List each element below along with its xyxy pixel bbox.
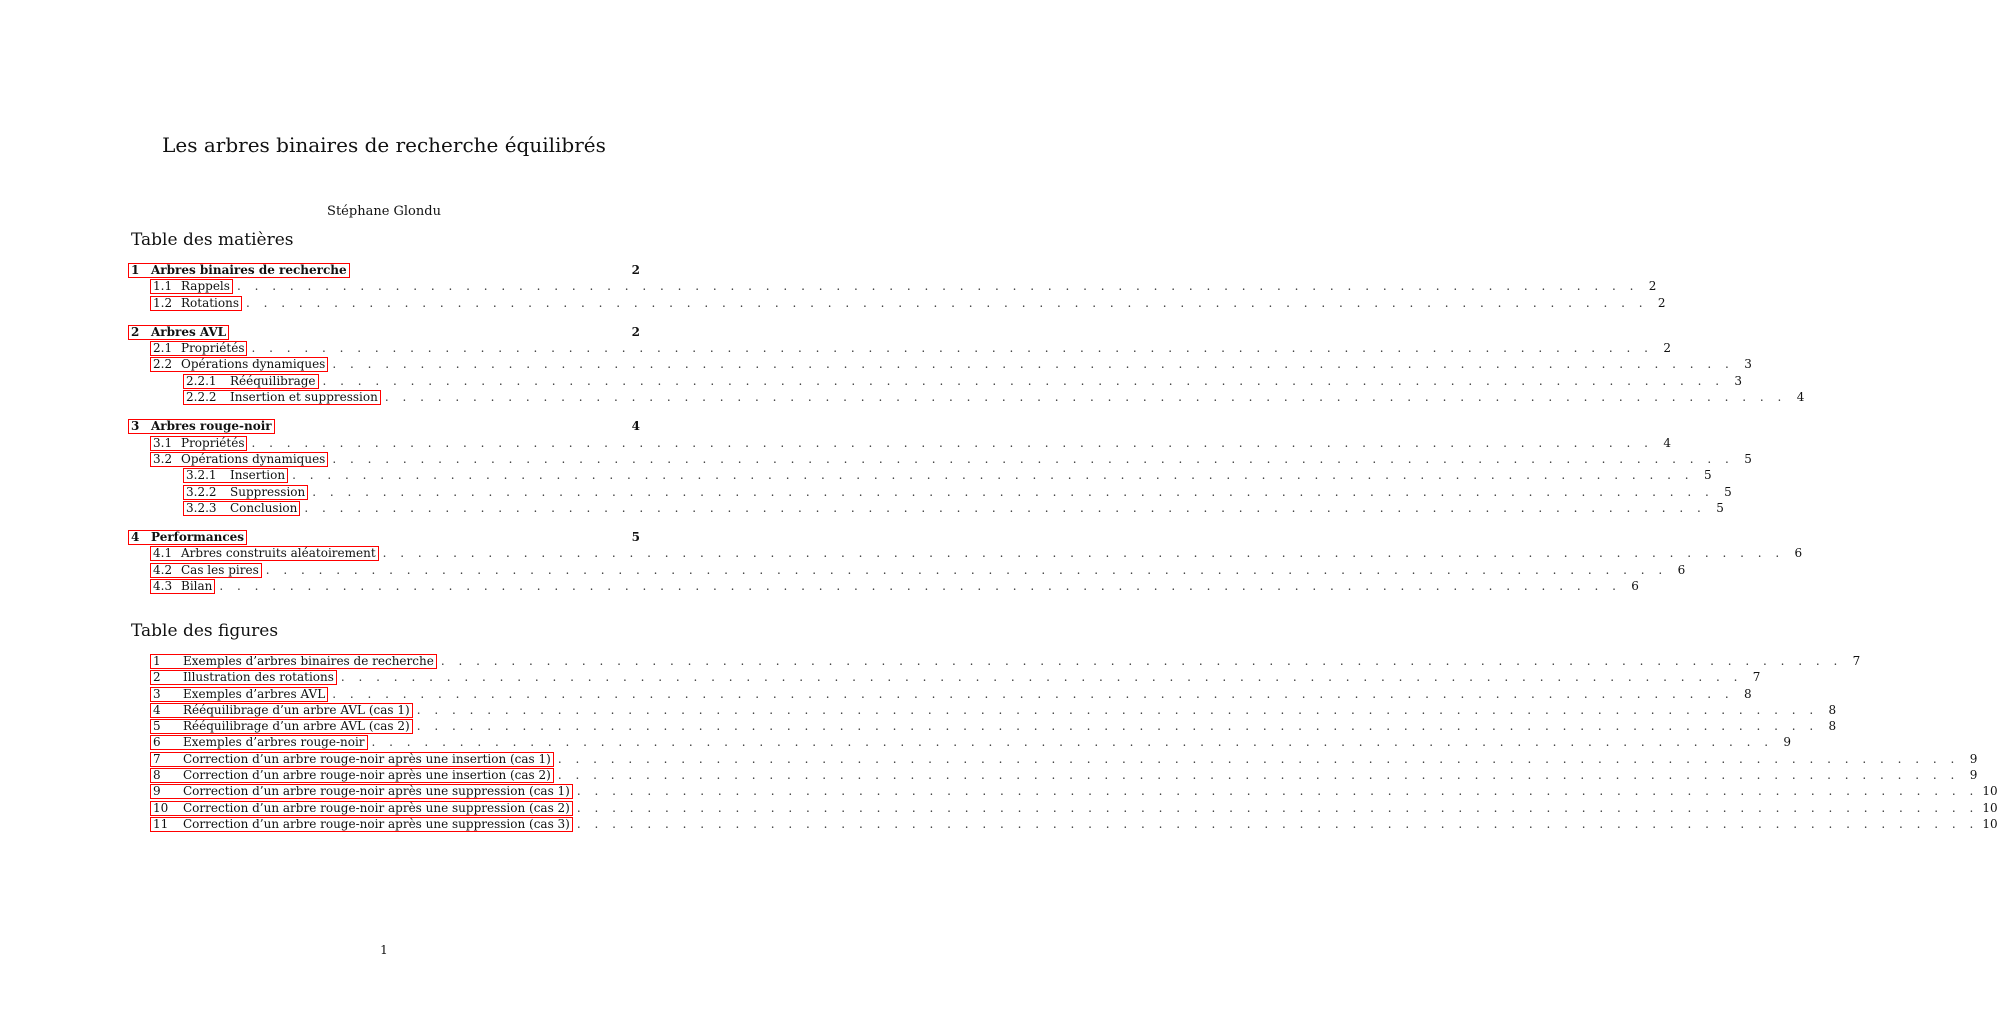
- figure-row: [128, 653, 1861, 669]
- figure-row: [128, 751, 1978, 767]
- page-ref: 6: [1794, 546, 1803, 561]
- entry-label: Bilan: [181, 579, 213, 594]
- entry-label: Insertion: [230, 468, 286, 483]
- dot-leader: . . . . . . . . . . . . . . . . . . . . . . . . . . . . . . . . . . . . . . . . . . . . . . . . . . . . . . . . . . . . . . . . . . . . . . . . . . . . . . . .: [251, 341, 1653, 356]
- dot-leader: . . . . . . . . . . . . . . . . . . . . . . . . . . . . . . . . . . . . . . . . . . . . . . . . . . . . . . . . . . . . . . . . . . . . . . . . . . . . . . . .: [236, 279, 1639, 294]
- toc-subsection-link[interactable]: [150, 296, 242, 311]
- toc-subsection-row: [128, 578, 1639, 594]
- toc-heading: Table des matières: [131, 230, 294, 250]
- toc-subsection-link[interactable]: [150, 341, 247, 356]
- page-ref: 2: [1657, 295, 1666, 310]
- entry-label: Correction d’un arbre rouge-noir après une suppression (cas 2): [183, 800, 570, 815]
- figure-row: [128, 686, 1752, 702]
- list-of-figures: [128, 653, 1998, 832]
- toc-section-row: [128, 324, 640, 340]
- toc-subsection-row: [128, 451, 1752, 467]
- entry-label: Performances: [151, 530, 245, 545]
- entry-number: 4.1: [153, 546, 173, 561]
- figure-row: [128, 816, 1998, 832]
- entry-number: 2.2: [153, 357, 173, 372]
- page-ref: 10: [1982, 816, 1998, 831]
- toc-subsection-link[interactable]: [150, 279, 233, 294]
- entry-number: 2.2.2: [186, 390, 217, 405]
- entry-number: 3.2.1: [186, 468, 217, 483]
- figure-link[interactable]: [150, 654, 437, 669]
- figure-row: [128, 767, 1978, 783]
- entry-number: 2: [131, 324, 140, 339]
- entry-number: 3: [153, 686, 161, 701]
- author-name: Stéphane Glondu: [327, 204, 441, 219]
- dot-leader: . . . . . . . . . . . . . . . . . . . . . . . . . . . . . . . . . . . . . . . . . . . . . . . . . . . . . . . . . . . . . . . . . . . . . . . . . . . . . . . .: [416, 719, 1819, 734]
- page-ref: 6: [1677, 562, 1686, 577]
- dot-leader: . . . . . . . . . . . . . . . . . . . . . . . . . . . . . . . . . . . . . . . . . . . . . . . . . . . . . . . . . . . . . . . . . . . . . . . . . . . . . . . .: [246, 295, 1648, 310]
- figure-link[interactable]: [150, 670, 337, 685]
- dot-leader: . . . . . . . . . . . . . . . . . . . . . . . . . . . . . . . . . . . . . . . . . . . . . . . . . . . . . . . . . . . . . . . . . . . . . . . . . . . . . . . .: [332, 357, 1734, 372]
- figure-row: [128, 718, 1837, 734]
- figures-heading: Table des figures: [131, 621, 279, 641]
- entry-label: Exemples d’arbres rouge-noir: [183, 735, 365, 750]
- page-ref: 5: [1744, 451, 1752, 466]
- toc-subsection-link[interactable]: [150, 357, 328, 372]
- entry-number: 8: [153, 768, 161, 783]
- toc-section-link[interactable]: [128, 325, 229, 340]
- page-ref: 2: [631, 324, 640, 339]
- page-ref: 8: [1744, 686, 1752, 701]
- page-ref: 10: [1982, 784, 1998, 799]
- entry-number: 1.2: [153, 295, 173, 310]
- entry-label: Illustration des rotations: [183, 670, 334, 685]
- entry-number: 1.1: [153, 279, 173, 294]
- entry-number: 11: [153, 816, 169, 831]
- toc-subsection-link[interactable]: [150, 436, 247, 451]
- toc-subsubsection-row: [128, 500, 1724, 516]
- page-ref: 7: [1752, 670, 1761, 685]
- entry-number: 4: [131, 530, 140, 545]
- page-ref: 10: [1982, 800, 1998, 815]
- entry-label: Arbres construits aléatoirement: [181, 546, 376, 561]
- toc-subsection-link[interactable]: [150, 546, 379, 561]
- toc-subsection-row: [128, 295, 1666, 311]
- page-ref: 8: [1828, 702, 1837, 717]
- entry-label: Rappels: [181, 279, 230, 294]
- toc-subsection-row: [128, 545, 1803, 561]
- entry-label: Propriétés: [181, 341, 245, 356]
- entry-label: Correction d’un arbre rouge-noir après une suppression (cas 1): [183, 784, 570, 799]
- dot-leader: . . . . . . . . . . . . . . . . . . . . . . . . . . . . . . . . . . . . . . . . . . . . . . . . . . . . . . . . . . . . . . . . . . . . . . . . . . . . . . . .: [576, 784, 1979, 799]
- dot-leader: . . . . . . . . . . . . . . . . . . . . . . . . . . . . . . . . . . . . . . . . . . . . . . . . . . . . . . . . . . . . . . . . . . . . . . . . . . . . . . . .: [371, 735, 1774, 750]
- page-ref: 9: [1783, 735, 1792, 750]
- dot-leader: . . . . . . . . . . . . . . . . . . . . . . . . . . . . . . . . . . . . . . . . . . . . . . . . . . . . . . . . . . . . . . . . . . . . . . . . . . . . . . . .: [384, 390, 1787, 405]
- page-ref: 3: [1744, 357, 1752, 372]
- entry-number: 2: [153, 670, 161, 685]
- entry-number: 6: [153, 735, 161, 750]
- page-ref: 2: [631, 263, 640, 277]
- figure-link[interactable]: [150, 687, 328, 702]
- dot-leader: . . . . . . . . . . . . . . . . . . . . . . . . . . . . . . . . . . . . . . . . . . . . . . . . . . . . . . . . . . . . . . . . . . . . . . . . . . . . . . . .: [557, 751, 1960, 766]
- toc-subsubsection-row: [128, 389, 1805, 405]
- entry-label: Exemples d’arbres AVL: [183, 686, 326, 701]
- page-ref: 3: [1734, 373, 1743, 388]
- dot-leader: . . . . . . . . . . . . . . . . . . . . . . . . . . . . . . . . . . . . . . . . . . . . . . . . . . . . . . . . . . . . . . . . . . . . . . . . . . . . . . . .: [322, 373, 1725, 388]
- page-number: 1: [380, 943, 388, 957]
- toc-subsubsection-link[interactable]: [183, 468, 288, 483]
- dot-leader: . . . . . . . . . . . . . . . . . . . . . . . . . . . . . . . . . . . . . . . . . . . . . . . . . . . . . . . . . . . . . . . . . . . . . . . . . . . . . . . .: [332, 686, 1734, 701]
- figure-link[interactable]: [150, 817, 573, 832]
- toc-subsection-link[interactable]: [150, 452, 328, 467]
- figure-link[interactable]: [150, 784, 573, 799]
- entry-label: Correction d’un arbre rouge-noir après une suppression (cas 3): [183, 816, 570, 831]
- toc-subsection-row: [128, 356, 1752, 372]
- entry-label: Exemples d’arbres binaires de recherche: [183, 654, 434, 668]
- dot-leader: . . . . . . . . . . . . . . . . . . . . . . . . . . . . . . . . . . . . . . . . . . . . . . . . . . . . . . . . . . . . . . . . . . . . . . . . . . . . . . . .: [292, 468, 1694, 483]
- entry-label: Rotations: [181, 295, 240, 310]
- page-ref: 5: [1703, 468, 1712, 483]
- figure-link[interactable]: [150, 768, 554, 783]
- toc-subsubsection-row: [128, 373, 1743, 389]
- toc-section-row: [128, 262, 640, 278]
- entry-label: Cas les pires: [181, 562, 259, 577]
- toc-subsection-link[interactable]: [150, 579, 215, 594]
- entry-number: 4.2: [153, 562, 173, 577]
- entry-number: 2.2.1: [186, 373, 217, 388]
- page-ref: 5: [1716, 500, 1724, 515]
- page-ref: 5: [631, 530, 640, 545]
- page-ref: 7: [1852, 654, 1861, 668]
- entry-label: Suppression: [230, 484, 306, 499]
- figure-link[interactable]: [150, 752, 554, 767]
- page-ref: 6: [1631, 579, 1639, 594]
- page-ref: 9: [1969, 768, 1978, 783]
- toc-subsubsection-link[interactable]: [183, 390, 381, 405]
- page-ref: 4: [1796, 390, 1805, 405]
- entry-number: 4: [153, 702, 161, 717]
- dot-leader: . . . . . . . . . . . . . . . . . . . . . . . . . . . . . . . . . . . . . . . . . . . . . . . . . . . . . . . . . . . . . . . . . . . . . . . . . . . . . . . .: [332, 451, 1734, 466]
- toc-subsubsection-link[interactable]: [183, 374, 319, 389]
- toc-subsection-row: [128, 340, 1671, 356]
- dot-leader: . . . . . . . . . . . . . . . . . . . . . . . . . . . . . . . . . . . . . . . . . . . . . . . . . . . . . . . . . . . . . . . . . . . . . . . . . . . . . . . .: [265, 562, 1668, 577]
- page-ref: 4: [631, 419, 640, 434]
- document-title: Les arbres binaires de recherche équilibrés: [162, 133, 606, 157]
- toc-subsubsection-row: [128, 484, 1732, 500]
- entry-number: 1: [131, 263, 140, 277]
- entry-label: Arbres rouge-noir: [151, 419, 272, 434]
- dot-leader: . . . . . . . . . . . . . . . . . . . . . . . . . . . . . . . . . . . . . . . . . . . . . . . . . . . . . . . . . . . . . . . . . . . . . . . . . . . . . . . .: [304, 500, 1706, 515]
- dot-leader: . . . . . . . . . . . . . . . . . . . . . . . . . . . . . . . . . . . . . . . . . . . . . . . . . . . . . . . . . . . . . . . . . . . . . . . . . . . . . . . .: [340, 670, 1743, 685]
- entry-label: Correction d’un arbre rouge-noir après une insertion (cas 1): [183, 751, 551, 766]
- toc-section-link[interactable]: [128, 263, 350, 278]
- dot-leader: . . . . . . . . . . . . . . . . . . . . . . . . . . . . . . . . . . . . . . . . . . . . . . . . . . . . . . . . . . . . . . . . . . . . . . . . . . . . . . . .: [312, 484, 1714, 499]
- entry-label: Opérations dynamiques: [181, 357, 326, 372]
- page-ref: 4: [1663, 435, 1671, 450]
- table-of-contents: [128, 262, 1805, 594]
- entry-number: 2.1: [153, 341, 173, 356]
- entry-label: Arbres AVL: [151, 324, 227, 339]
- figure-link[interactable]: [150, 719, 413, 734]
- entry-label: Conclusion: [230, 500, 298, 515]
- toc-section-link[interactable]: [128, 419, 275, 434]
- entry-label: Arbres binaires de recherche: [151, 263, 347, 277]
- figure-row: [128, 734, 1792, 750]
- figure-link[interactable]: [150, 801, 573, 816]
- dot-leader: . . . . . . . . . . . . . . . . . . . . . . . . . . . . . . . . . . . . . . . . . . . . . . . . . . . . . . . . . . . . . . . . . . . . . . . . . . . . . . . .: [219, 579, 1621, 594]
- entry-number: 7: [153, 751, 161, 766]
- toc-subsection-row: [128, 278, 1657, 294]
- entry-label: Propriétés: [181, 435, 245, 450]
- toc-subsection-row: [128, 435, 1671, 451]
- dot-leader: . . . . . . . . . . . . . . . . . . . . . . . . . . . . . . . . . . . . . . . . . . . . . . . . . . . . . . . . . . . . . . . . . . . . . . . . . . . . . . . .: [576, 816, 1979, 831]
- entry-number: 5: [153, 719, 161, 734]
- page-ref: 2: [1648, 279, 1657, 294]
- toc-subsection-link[interactable]: [150, 563, 262, 578]
- entry-number: 9: [153, 784, 161, 799]
- dot-leader: . . . . . . . . . . . . . . . . . . . . . . . . . . . . . . . . . . . . . . . . . . . . . . . . . . . . . . . . . . . . . . . . . . . . . . . . . . . . . . . .: [416, 702, 1819, 717]
- page-ref: 9: [1969, 751, 1978, 766]
- dot-leader: . . . . . . . . . . . . . . . . . . . . . . . . . . . . . . . . . . . . . . . . . . . . . . . . . . . . . . . . . . . . . . . . . . . . . . . . . . . . . . . .: [576, 800, 1979, 815]
- toc-subsubsection-row: [128, 467, 1712, 483]
- figure-row: [128, 669, 1761, 685]
- page-ref: 2: [1663, 341, 1671, 356]
- figure-link[interactable]: [150, 735, 368, 750]
- toc-section-row: [128, 529, 640, 545]
- figure-row: [128, 783, 1998, 799]
- entry-label: Rééquilibrage: [230, 373, 316, 388]
- toc-subsubsection-link[interactable]: [183, 501, 300, 516]
- figure-row: [128, 800, 1998, 816]
- dot-leader: . . . . . . . . . . . . . . . . . . . . . . . . . . . . . . . . . . . . . . . . . . . . . . . . . . . . . . . . . . . . . . . . . . . . . . . . . . . . . . . .: [440, 654, 1843, 668]
- page-ref: 8: [1828, 719, 1837, 734]
- entry-number: 1: [153, 654, 161, 668]
- entry-number: 4.3: [153, 579, 173, 594]
- entry-number: 3.2.2: [186, 484, 217, 499]
- dot-leader: . . . . . . . . . . . . . . . . . . . . . . . . . . . . . . . . . . . . . . . . . . . . . . . . . . . . . . . . . . . . . . . . . . . . . . . . . . . . . . . .: [557, 768, 1960, 783]
- entry-label: Opérations dynamiques: [181, 451, 326, 466]
- dot-leader: . . . . . . . . . . . . . . . . . . . . . . . . . . . . . . . . . . . . . . . . . . . . . . . . . . . . . . . . . . . . . . . . . . . . . . . . . . . . . . . .: [382, 546, 1785, 561]
- toc-subsection-row: [128, 562, 1686, 578]
- entry-label: Insertion et suppression: [230, 390, 378, 405]
- toc-section-row: [128, 418, 640, 434]
- entry-number: 3.2.3: [186, 500, 217, 515]
- page-ref: 5: [1724, 484, 1732, 499]
- entry-label: Correction d’un arbre rouge-noir après une insertion (cas 2): [183, 768, 551, 783]
- entry-number: 3: [131, 419, 140, 434]
- entry-number: 3.1: [153, 435, 173, 450]
- entry-number: 10: [153, 800, 169, 815]
- figure-link[interactable]: [150, 703, 413, 718]
- toc-subsubsection-link[interactable]: [183, 485, 308, 500]
- toc-section-link[interactable]: [128, 530, 247, 545]
- dot-leader: . . . . . . . . . . . . . . . . . . . . . . . . . . . . . . . . . . . . . . . . . . . . . . . . . . . . . . . . . . . . . . . . . . . . . . . . . . . . . . . .: [251, 435, 1653, 450]
- entry-number: 3.2: [153, 451, 173, 466]
- figure-row: [128, 702, 1837, 718]
- entry-label: Rééquilibrage d’un arbre AVL (cas 2): [183, 719, 410, 734]
- entry-label: Rééquilibrage d’un arbre AVL (cas 1): [183, 702, 410, 717]
